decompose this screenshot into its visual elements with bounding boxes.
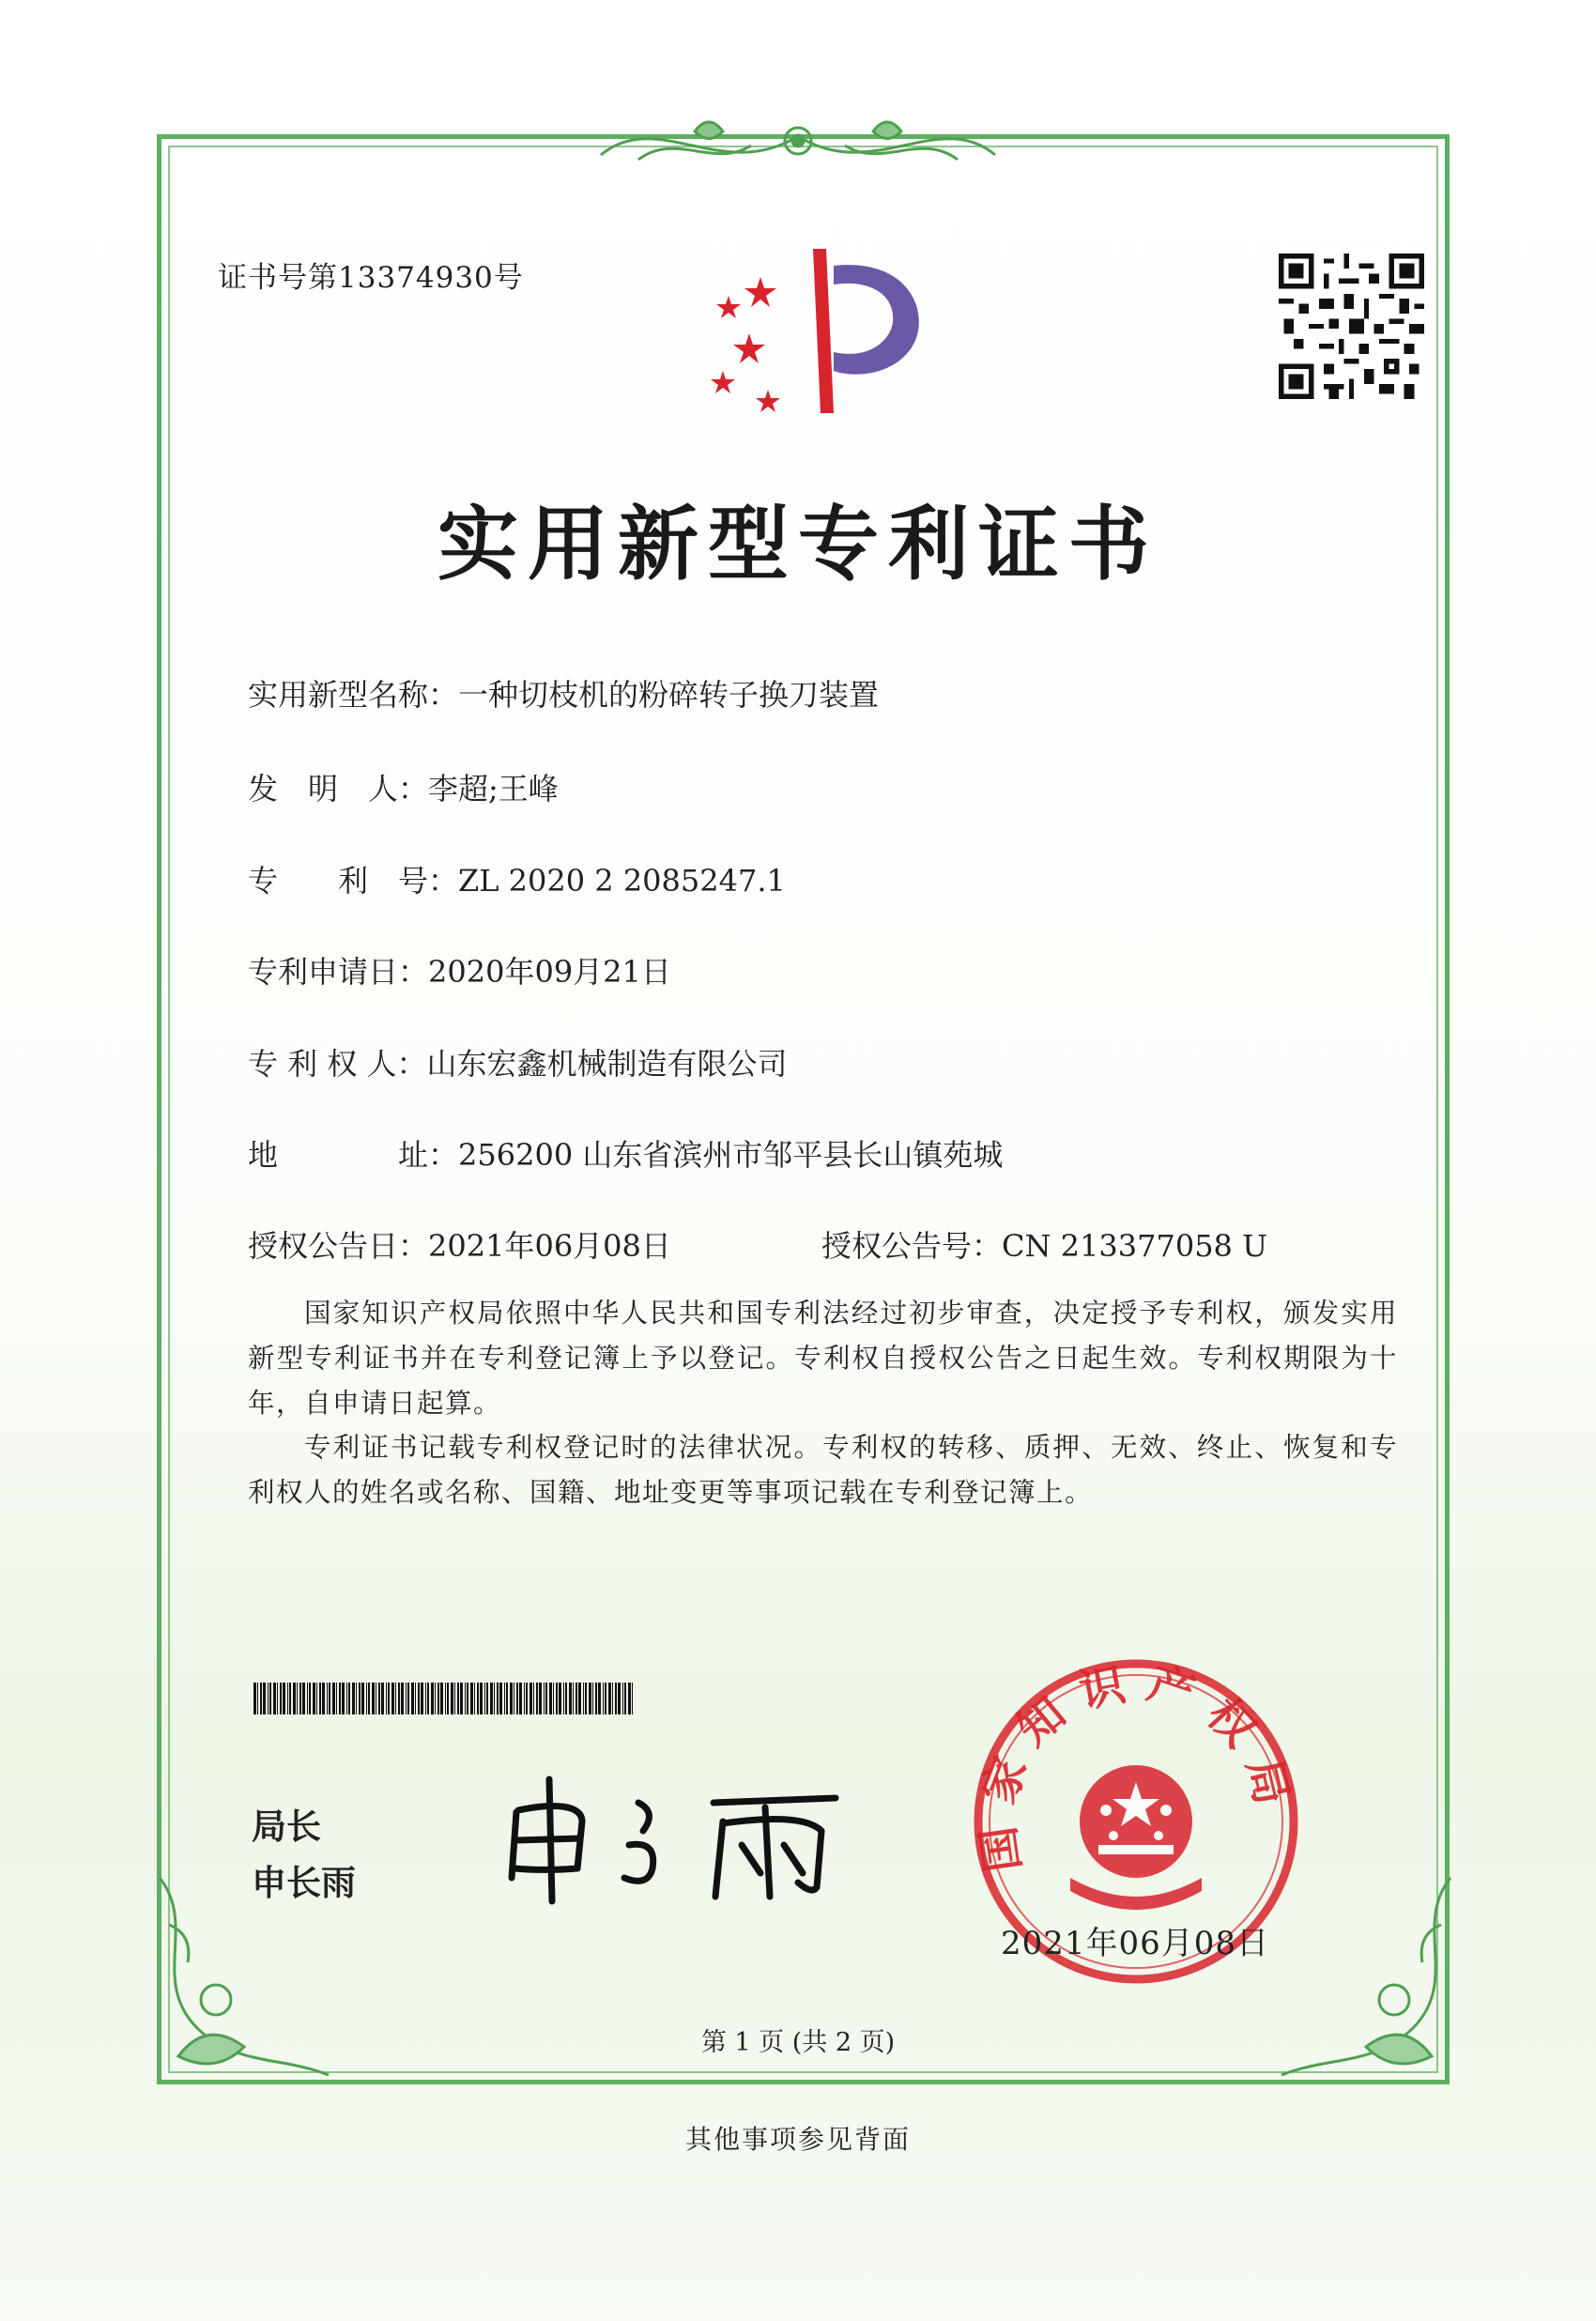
barcode-bar [484,1683,485,1714]
barcode-bar [418,1683,420,1714]
field-patent-number [248,857,786,900]
barcode-bar [346,1683,347,1714]
barcode-bar [368,1683,370,1714]
barcode-bar [406,1683,407,1714]
barcode-bar [401,1683,404,1714]
barcode-bar [510,1683,513,1714]
field-address [248,1131,1003,1175]
barcode-bar [457,1683,459,1714]
barcode-bar [494,1683,495,1714]
barcode-bar [269,1683,271,1714]
barcode-bar [624,1683,626,1714]
barcode-bar [608,1683,611,1714]
field-application-date [248,948,671,991]
barcode-bar [283,1683,285,1714]
barcode-bar [445,1683,446,1714]
barcode-bar [411,1683,414,1714]
barcode-bar [563,1683,564,1714]
barcode-bar [257,1683,258,1714]
barcode-bar [536,1683,538,1714]
barcode-bar [307,1683,308,1714]
field-patentee [248,1040,788,1084]
barcode-bar [467,1683,468,1714]
barcode-bar [309,1683,311,1714]
barcode-bar [592,1683,593,1714]
barcode-bar [506,1683,508,1714]
barcode-bar [329,1683,330,1714]
barcode-bar [499,1683,502,1714]
barcode-bar [348,1683,350,1714]
barcode-bar [632,1683,633,1714]
seal-text: 国家知识产权局 [970,1654,1302,1876]
barcode-bar [395,1683,396,1714]
barcode-bar [289,1683,291,1714]
barcode-bar [470,1683,473,1714]
barcode-bar [615,1683,617,1714]
barcode-bar [556,1683,558,1714]
certificate-title: 实用新型专利证书 [437,497,1159,592]
barcode-bar [322,1683,325,1714]
barcode-bar [297,1683,298,1714]
barcode-bar [460,1683,463,1714]
field-label: 专 利 权 人： [248,1046,427,1082]
barcode-bar [622,1683,623,1714]
barcode-bar [287,1683,288,1714]
barcode-bar [268,1683,269,1714]
barcode-bar [628,1683,631,1714]
barcode-bar [486,1683,488,1714]
barcode-bar [519,1683,522,1714]
barcode-bar [504,1683,505,1714]
barcode-bar [549,1683,552,1714]
barcode-bar [316,1683,317,1714]
barcode-bar [293,1683,296,1714]
barcode-bar [524,1683,525,1714]
field-label: 专利申请日： [248,954,429,990]
barcode-bar [454,1683,455,1714]
field-value: 一种切枝机的粉碎转子换刀装置 [458,677,880,713]
field-label: 授权公告日： [248,1228,429,1264]
field-value: 2020年09月21日 [428,954,671,990]
field-value: 256200 山东省滨州市邹平县长山镇苑城 [458,1137,1004,1173]
barcode-bar [356,1683,357,1714]
barcode-bar [366,1683,367,1714]
barcode-bar [605,1683,606,1714]
barcode-bar [516,1683,518,1714]
footer-note: 其他事项参见背面 [684,2124,911,2155]
qr-code [1279,254,1424,399]
barcode-bar [407,1683,409,1714]
barcode-bar [526,1683,528,1714]
field-label: 专 利 号： [248,863,459,899]
barcode-bar [490,1683,493,1714]
barcode-bar [253,1683,256,1714]
barcode-bar [313,1683,315,1714]
barcode-bar [277,1683,278,1714]
barcode-bar [578,1683,581,1714]
barcode-bar [569,1683,572,1714]
barcode-bar [421,1683,423,1714]
barcode-bar [474,1683,475,1714]
field-label: 实用新型名称： [248,677,459,713]
barcode-bar [477,1683,479,1714]
barcode-bar [273,1683,276,1714]
field-value: CN 213377058 U [1002,1228,1268,1264]
barcode-bar [612,1683,613,1714]
barcode-bar [299,1683,301,1714]
signatory-title: 局长 [252,1806,321,1847]
field-value: ZL 2020 2 2085247.1 [458,863,786,899]
barcode-bar [565,1683,567,1714]
barcode-bar [431,1683,434,1714]
barcode-bar [398,1683,400,1714]
field-value: 李超;王峰 [428,771,559,807]
barcode-bar [388,1683,390,1714]
barcode-bar [545,1683,547,1714]
barcode-bar [427,1683,429,1714]
signatory-name: 申长雨 [252,1863,356,1903]
barcode-bar [263,1683,266,1714]
barcode-bar [589,1683,591,1714]
barcode-bar [332,1683,335,1714]
barcode-bar [595,1683,597,1714]
patent-office-emblem [702,239,946,423]
barcode-bar [603,1683,604,1714]
field-value: 山东宏鑫机械制造有限公司 [426,1046,788,1082]
barcode-bar [260,1683,262,1714]
director-signature [498,1765,845,1906]
barcode-bar [336,1683,337,1714]
barcode-bar [497,1683,499,1714]
barcode-bar [440,1683,443,1714]
barcode-bar [553,1683,554,1714]
barcode-bar [451,1683,453,1714]
barcode-bar [415,1683,416,1714]
barcode-bar [539,1683,542,1714]
barcode-bar [583,1683,584,1714]
legal-paragraph-2: 专利证书记载专利权登记时的法律状况。专利权的转移、质押、无效、终止、恢复和专利权人的姓名或名称、国籍、地址变更等事项记载在专利登记簿上。 [248,1432,1398,1508]
barcode-bar [425,1683,426,1714]
barcode-bar [352,1683,355,1714]
barcode-bar [381,1683,384,1714]
barcode-bar [359,1683,361,1714]
page-indicator: 第 1 页 (共 2 页) [700,2028,896,2057]
field-grant-publication-number [821,1222,1267,1266]
barcode-bar [386,1683,387,1714]
barcode-bar [391,1683,394,1714]
certificate-number: 证书号第13374930号 [218,261,524,295]
barcode-bar [339,1683,341,1714]
field-label: 地 址： [248,1137,459,1173]
seal-date: 2021年06月08日 [1001,1925,1270,1962]
barcode-bar [302,1683,305,1714]
barcode-bar [447,1683,449,1714]
barcode-bar [559,1683,561,1714]
barcode-bar [529,1683,532,1714]
barcode-bar [480,1683,483,1714]
barcode-bar [378,1683,380,1714]
field-grant-date [248,1222,671,1266]
field-label: 发 明 人： [248,771,429,807]
barcode-bar [319,1683,321,1714]
top-ornament [582,103,1014,188]
barcode-bar [575,1683,577,1714]
barcode-bar [435,1683,436,1714]
barcode-bar [280,1683,282,1714]
barcode-bar [437,1683,439,1714]
barcode-bar [585,1683,587,1714]
field-utility-model-name [248,671,879,715]
barcode-bar [618,1683,621,1714]
barcode-bar [372,1683,375,1714]
field-label: 授权公告号： [821,1228,1003,1264]
barcode-bar [544,1683,545,1714]
field-inventor [248,765,559,808]
barcode-bar [465,1683,466,1714]
field-value: 2021年06月08日 [428,1228,671,1264]
barcode-bar [573,1683,574,1714]
barcode-bar [533,1683,534,1714]
barcode-bar [361,1683,364,1714]
barcode [253,1683,638,1714]
barcode-bar [598,1683,601,1714]
barcode-bar [342,1683,345,1714]
barcode-bar [327,1683,328,1714]
legal-paragraph-1: 国家知识产权局依照中华人民共和国专利法经过初步审查，决定授予专利权，颁发实用新型专利证书并在专利登记簿上予以登记。专利权自授权公告之日起生效。专利权期限为十年，自申请日起算。 [248,1298,1398,1419]
